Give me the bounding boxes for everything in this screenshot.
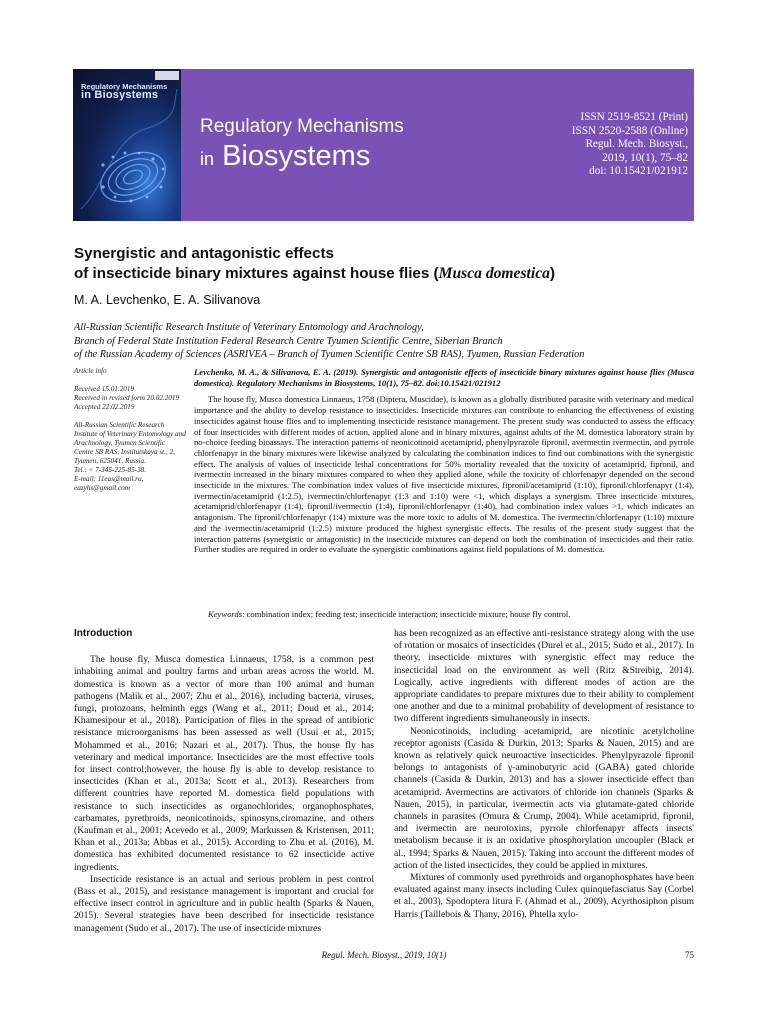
article-title-line1: Synergistic and antagonistic effects — [74, 245, 334, 262]
issn-online: ISSN 2520-2588 (Online) — [571, 124, 688, 137]
article-info — [74, 367, 186, 493]
correspondence-email: E-mail: 11eas@mail.ru, eazyhs@gmail.com — [74, 475, 144, 492]
cover-issn-label — [155, 71, 179, 80]
paragraph: Neonicotinoids, including acetamiprid, are nicotinic acetylcholine receptor agonists (Casida & Durkin, 2013; Sparks & Nauen, 2015) and are known as relatively quick neuroactive insecticides. Phenylpyrazole fipronil belongs to antagonists of γ-aminobutyric acid (GABA) gated chloride channels (Casida & Durkin, 2013) and has a slower insecticide effect than acetamiprid. Avermectins are activators of chloride ion channels (Sparks & Nauen, 2015), in particular, ivermectin acts via glutamate-gated chloride channels in parasites (Omura & Crump, 2004). While acetamiprid, fipronil, and ivermectin are neurotoxins, pyrrole chlorfenapyr affects insects' metabolism because it is an oxidative phosphorylation uncoupler (Black et al., 1994; Sparks & Nauen, 2015). Taking into account the different modes of action of the listed insecticides, they could be applied in mixtures. — [394, 725, 694, 871]
journal-name-biosystems: Biosystems — [222, 140, 371, 172]
article-title-species: Musca domestica — [438, 265, 550, 282]
article-title-line2 — [74, 264, 714, 284]
journal-banner — [73, 69, 694, 221]
correspondence-tel: Tel.: + 7-345-225-85-38. — [74, 466, 147, 474]
journal-name — [200, 116, 404, 175]
keywords-list: : combination index; feeding test; insecticide interaction; insecticide mixture; house fly control. — [242, 609, 571, 619]
doi: doi: 10.15421/021912 — [589, 165, 688, 177]
affiliation — [74, 321, 714, 362]
affiliation-line1: All-Russian Scientific Research Institute of Veterinary Entomology and Arachnology, — [74, 322, 424, 333]
abstract — [194, 367, 694, 555]
article-dates — [74, 385, 186, 412]
journal-name-line1: Regulatory Mechanisms — [200, 116, 404, 137]
article-title — [74, 244, 714, 284]
date-revised: Received in revised form 20.02.2019 — [74, 394, 180, 402]
running-footer: Regul. Mech. Biosyst., 2019, 10(1) — [321, 950, 447, 960]
page-number: 75 — [685, 950, 694, 960]
journal-name-line2 — [200, 140, 404, 175]
body-column-left — [74, 628, 374, 935]
correspondence-address: All-Russian Scientific Research Institute of Veterinary Entomology and Arachnology, Tyumen Scientific Centre SB RAS, Institutskaya st., 2, Tyumen, 625041, Russia. — [74, 421, 186, 465]
abstract-body: The house fly, Musca domestica Linnaeus, 1758 (Diptera, Muscidae), is known as a globally distributed parasite with veterinary and medical importance and the ability to develop resistance to insecticides. Insecticide mixtures can contribute to enhancing the effectiveness of existing insecticides against house flies and to implementing insecticide resistance management. The present study was conducted to assess the efficacy of four insecticides with different modes of action, applied alone and in binary mixtures, against adults of the M. domestica laboratory strain by no-choice feeding bioassays. The interaction patterns of neonicotinoid acetamiprid, phenylpyrazole fipronil, avermectin ivermectin, and pyrrole chlorfenapyr in the binary mixtures were likewise analyzed by calculating the combination indices to find out combinations with the synergistic effect. The analysis of values of insecticide lethal concentrations for 50% mortality revealed that the toxicity of acetamiprid, fipronil, and ivermectin increased in the binary mixtures compared to when they applied alone, while the toxicity of chlorfenapyr depended on the second insecticide in the mixtures. The combination index values of five insecticide mixtures, fipronil/acetamiprid (1:10), fipronil/chlorfenapyr (1:4), ivermectin/acetamiprid (1:2.5), ivermectin/chlorfenapyr (1:3 and 1:10) were <1, which displays a synergism. Three insecticide mixtures, acetamiprid/chlorfenapyr (1:4), fipronil/ivermectin (1:4), fipronil/chlorfenapyr (1:40), had combination index values >1, which indicates an antagonism. The fipronil/chlorfenapyr (1:4) mixture was the more toxic to adults of M. domestica. The ivermectin/chlorfenapyr (1:10) mixture and the ivermectin/acetamiprid (1:2.5) mixture produced the highest synergistic effects. The results of the present study suggest that the interaction patterns (synergistic or antagonistic) in the insecticide mixtures can depend on both the combination of insecticides and their ratio. Further studies are required in order to evaluate the synergistic combinations against field populations of M. domestica. — [194, 394, 694, 555]
cover-title — [81, 83, 177, 99]
date-accepted: Accepted 22.02.2019 — [74, 403, 135, 411]
section-heading-introduction: Introduction — [74, 628, 133, 639]
article-title-close: ) — [549, 265, 555, 282]
article-title-line2-text: of insecticide binary mixtures against house flies ( — [74, 265, 439, 282]
authors: M. A. Levchenko, E. A. Silivanova — [74, 293, 261, 307]
journal-abbreviation: Regul. Mech. Biosyst., — [585, 138, 688, 150]
paragraph: The house fly, Musca domestica Linnaeus, 1758, is a common pest inhabiting animal and poultry farms and urban areas across the world. M. domestica is known as a vector of more than 100 animal and human pathogens (Malik et al., 2007; Zhu et al., 2016), including bacteria, viruses, fungi, protozoans, helminth eggs (Wang et al., 2011; Doud et al., 2014; Khamesipour et al., 2018). Participation of flies in the spread of antibiotic resistance microorganisms has been assessed as well (Usui et al., 2015; Mohammed et al., 2016; Nazari et al., 2017). Thus, the house fly has veterinary and medical importance. Insecticides are the most effective tools for insect control;however, the house fly is able to develop resistance to insecticides (Khan et al., 2013a; Scott et al., 2013). Researchers from different countries have reported M. domestica field populations with resistance to such insecticides as organochlorides, organophosphates, carbamates, pyrethroids, neonicotinoids, spinosyns,ciromazine, and others (Kaufman et al., 2001; Acevedo et al., 2009; Markussen & Kristensen, 2011; Khan et al., 2013a; Abbas et al., 2015). According to Zhu et al. (2016), M. domestica has exhibited documented resistance to 62 insecticide active ingredients. — [74, 654, 374, 873]
cover-title-line2: in Biosystems — [81, 89, 159, 101]
article-info-heading: Article info — [74, 367, 107, 375]
cover-title-line1: Regulatory Mechanisms — [81, 82, 168, 91]
issn-block — [572, 111, 688, 179]
affiliation-line2: Branch of Federal State Institution Federal Research Centre Tyumen Scientific Centre, Siberian Branch — [74, 335, 503, 347]
affiliation-line3: of the Russian Academy of Sciences (ASRIVEA – Branch of Tyumen Scientific Centre SB RAS), Tyumen, Russian Federation — [74, 349, 585, 360]
citation: Levchenko, M. A., & Silivanova, E. A. (2019). Synergistic and antagonistic effects of insecticide binary mixtures against house flies (Musca domestica). Regulatory Mechanisms in Biosystems, 10(1), 75–82. doi:10.15421/021912 — [194, 367, 694, 388]
issn-print: ISSN 2519-8521 (Print) — [580, 111, 688, 123]
paragraph: has been recognized as an effective anti-resistance strategy along with the use of rotation or mosaics of insecticides (Durel et al., 2015; Sudo et al., 2017). In theory, insecticide mixtures with synergistic effect may reduce the insecticidal load on the environment as well (Ritz &Streibig, 2014). Logically, active ingredients with different modes of action are the appropriate candidates to prepare mixtures due to their ability to complement one another and due to a minimal probability of development of resistance to two different ingredients simultaneously in insects. — [394, 628, 694, 725]
paragraph: Insecticide resistance is an actual and serious problem in pest control (Bass et al., 2015), and resistance management is important and crucial for effective insect control in agriculture and in public health (Sparks & Nauen, 2015). Several strategies have been described for insecticide resistance management (Sudo et al., 2017). The use of insecticide mixtures — [74, 873, 374, 934]
journal-cover-image — [73, 69, 181, 221]
issue-info: 2019, 10(1), 75–82 — [602, 151, 688, 164]
keywords-label: Keywords — [208, 609, 243, 619]
keywords — [208, 609, 694, 620]
date-received: Received 15.01.2019 — [74, 385, 135, 393]
paragraph: Mixtures of commonly used pyrethroids and organophosphates have been evaluated against many insects including Culex quinquefasciatus Say (Corbel et al., 2003), Spodoptera litura F. (Ahmad et al., 2009), Acyrthosiphon pisum Harris (Taillebois & Thany, 2016), Phtella xylo- — [394, 872, 694, 920]
body-column-right — [394, 628, 694, 921]
journal-name-in: in — [200, 149, 215, 169]
